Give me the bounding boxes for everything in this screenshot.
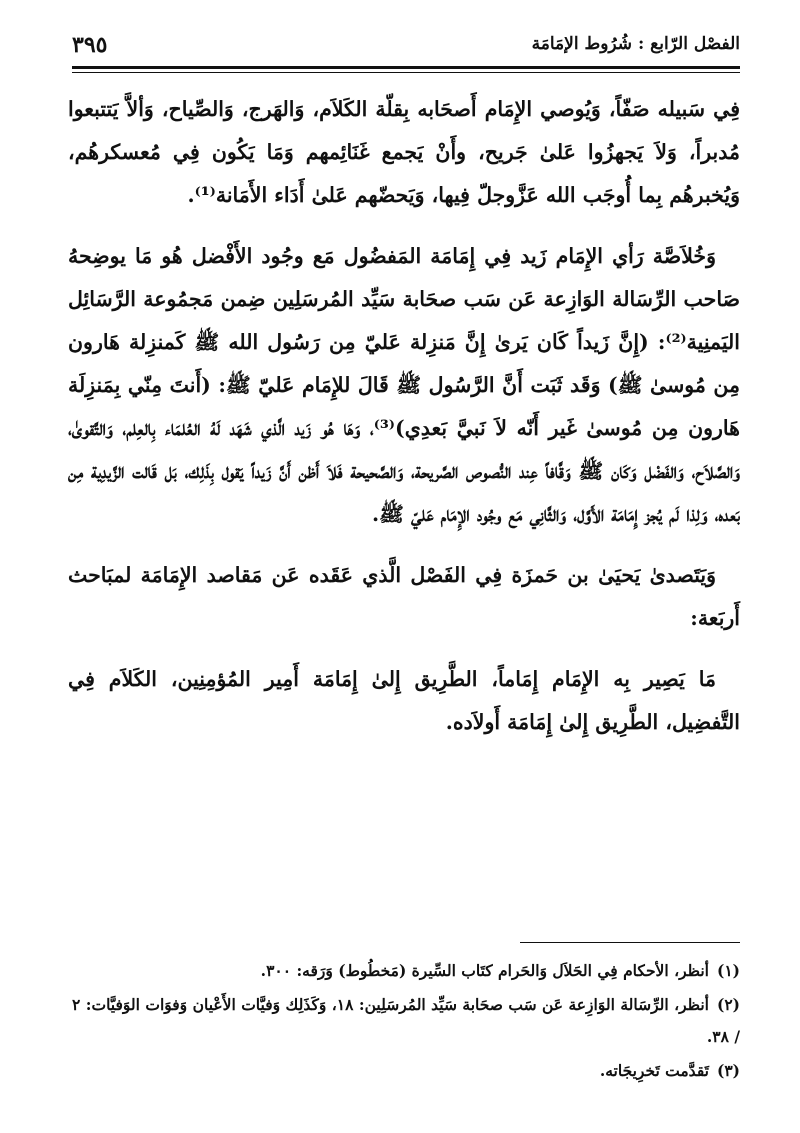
footnote [72,955,740,987]
page-header [72,30,740,64]
running-title: الفصْل الرّابع : شُرُوط الإمَامَة [531,34,740,54]
page-number: ٣٩٥ [72,32,108,58]
footnote-text: أنظر، الأحكام فِي الحَلاَل وَالحَرام كتَاب السِّيرة (مَخطُوط) وَرَقه: ٣٠٠. [260,961,709,980]
paragraph: فِي سَبيله صَفّاً، وَيُوصي الإِمَام أَصحَابه بِقلّة الكَلاَم، وَالهَرج، وَالصِّياح، وَألاَّ يَتتبعوا مُدبراً، وَلاَ يَجهزُوا عَلىٰ جَريح، وأَنْ يَجمع غَنَائِمهم وَمَا يَكُون فِي مُعسكرهُم، وَيُخبرهُم بِما أُوجَب الله عَزَّوجلّ فِيها، وَيَحضّهم عَلىٰ أَدَاء الأَمَانة⁽¹⁾. [68,97,740,207]
header-rule [72,66,740,69]
header-rule-thin [72,72,740,73]
footnotes [72,955,740,1089]
footnote-separator [520,942,740,943]
paragraph: مَا يَصِير بِه الإِمَام إِمَاماً، الطَّرِيق إِلىٰ إِمَامَة أَمِير المُؤمِنِين، الكَلاَم فِي التَّفضِيل، الطَّرِيق إِلىٰ إِمَامَة أَولاَده. [68,667,740,734]
footnote-number: (٣) [716,1061,740,1080]
paragraph: وَيَتَصدىٰ يَحيَىٰ بن حَمزَة فِي الفَصْل الَّذي عَقَده عَن مَقاصد الإِمَامَة لمبَاحث أَربَعة: [68,563,740,630]
paragraph: وَخُلاَصَّة رَأي الإِمَام زَيد فِي إِمَامَة المَفضُول مَع وجُود الأَفْضل هُو مَا يوضِحهُ صَاحب الرِّسَالة الوَازِعة عَن سَب صحَابة سَيِّد المُرسَلِين ضِمن مَجمُوعة الرَّسَائِل اليَمنِية⁽²⁾: (إِنَّ زَيداً كَان يَرىٰ إِنَّ مَنزِلة عَليّ مِن رَسُول الله ﷺ كَمنزِلة هَارون مِن مُوسىٰ ﷺ) وَقَد ثَبَت أَنَّ الرَّسُول ﷺ قَالَ للإِمَام عَليّ ﷺ: (أَنتَ مِنّي بِمَنزِلَة هَارون مِن مُوسىٰ غَير أَنّه لاَ نَبيَّ بَعدِي)⁽³⁾، وَهَا هُو زَيد الَّذي شَهَد لَهُ العُلمَاء بِالعِلم، وَالتَّقوىٰ، وَالصَّلاَح، وَالفَضْل وَكَان ﷺ وَقَّافاً عِند النُّصوص الصَّريحة، وَالصَّحيحة فَلاَ أَظن أَنَّ زَيداً يَقول بِذَلِك، بَل قَالت الزَّيدِية مِن بَعده، وَلِذا لَم يُجز إِمَامَة الأَوَّل، وَالثَّانِي مَع وجُود الإِمَام عَليّ ﷺ. [68,244,740,526]
footnote-number: (٢) [716,995,740,1014]
footnote [72,1055,740,1087]
footnote-text: تَقدَّمت تَخرِيجَاته. [599,1061,709,1080]
footnote [72,989,740,1053]
footnote-text: أنظر، الرِّسَالة الوَازِعة عَن سَب صحَابة سَيِّد المُرسَلِين: ١٨، وَكَذَلِك وَفيَّات الأَعْيان وَفوَات الوَفيَّات: ٢ / ٣٨. [72,995,740,1046]
body-text [68,88,740,762]
footnote-number: (١) [716,961,740,980]
